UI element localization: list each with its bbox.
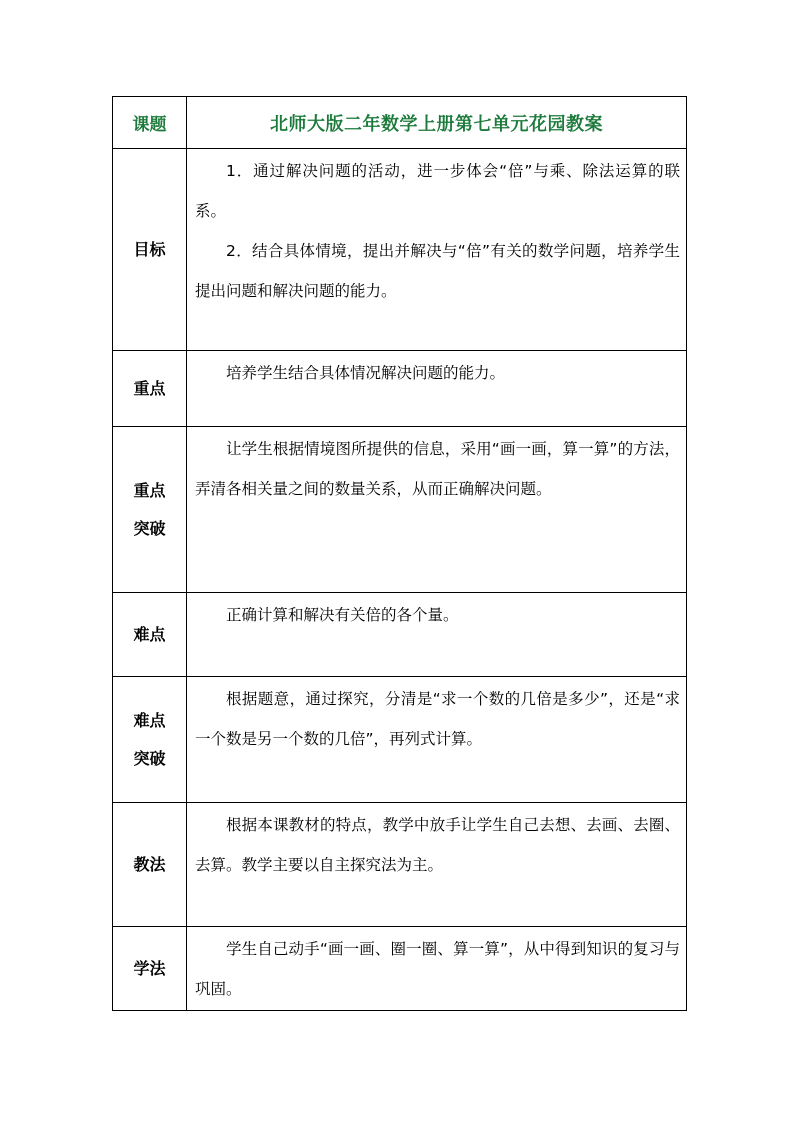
- difficulty-row: [113, 593, 687, 677]
- teaching-method-content: [187, 803, 687, 927]
- goal-row: [113, 149, 687, 351]
- key-point-row: [113, 351, 687, 427]
- difficulty-content: [187, 593, 687, 677]
- lesson-plan-table: [112, 96, 687, 1011]
- goal-label: 目标: [113, 149, 187, 351]
- learning-method-content: [187, 927, 687, 1011]
- learning-method-row: [113, 927, 687, 1011]
- key-point-content: [187, 351, 687, 427]
- goal-item: 1．通过解决问题的活动，进一步体会“倍”与乘、除法运算的联系。: [195, 162, 680, 220]
- lesson-title: 北师大版二年数学上册第七单元花园教案: [187, 97, 687, 149]
- goal-item: 2．结合具体情境，提出并解决与“倍”有关的数学问题，培养学生提出问题和解决问题的能力。: [195, 242, 680, 300]
- key-breakthrough-content: [187, 427, 687, 593]
- teaching-method-label: 教法: [113, 803, 187, 927]
- key-point-label: 重点: [113, 351, 187, 427]
- difficulty-breakthrough-row: [113, 677, 687, 803]
- key-breakthrough-text: 让学生根据情境图所提供的信息，采用“画一画，算一算”的方法，弄清各相关量之间的数量关系，从而正确解决问题。: [195, 440, 680, 498]
- learning-method-text: 学生自己动手“画一画、圈一圈、算一算”，从中得到知识的复习与巩固。: [195, 940, 680, 998]
- teaching-method-text: 根据本课教材的特点，教学中放手让学生自己去想、去画、去圈、去算。教学主要以自主探究法为主。: [195, 816, 680, 874]
- key-breakthrough-label: [113, 427, 187, 593]
- difficulty-breakthrough-content: [187, 677, 687, 803]
- difficulty-label: 难点: [113, 593, 187, 677]
- teaching-method-row: [113, 803, 687, 927]
- difficulty-breakthrough-label-line2: 突破: [133, 748, 166, 768]
- difficulty-breakthrough-text: 根据题意，通过探究，分清是“求一个数的几倍是多少”，还是“求一个数是另一个数的几倍”，再列式计算。: [195, 690, 680, 748]
- title-row: [113, 97, 687, 149]
- learning-method-label: 学法: [113, 927, 187, 1011]
- difficulty-text: 正确计算和解决有关倍的各个量。: [226, 606, 459, 624]
- key-point-text: 培养学生结合具体情况解决问题的能力。: [226, 364, 506, 382]
- difficulty-breakthrough-label: [113, 677, 187, 803]
- key-breakthrough-label-line1: 重点: [133, 480, 166, 500]
- key-breakthrough-row: [113, 427, 687, 593]
- key-breakthrough-label-line2: 突破: [133, 518, 166, 538]
- difficulty-breakthrough-label-line1: 难点: [133, 710, 166, 730]
- topic-label: 课题: [113, 97, 187, 149]
- goal-content: [187, 149, 687, 351]
